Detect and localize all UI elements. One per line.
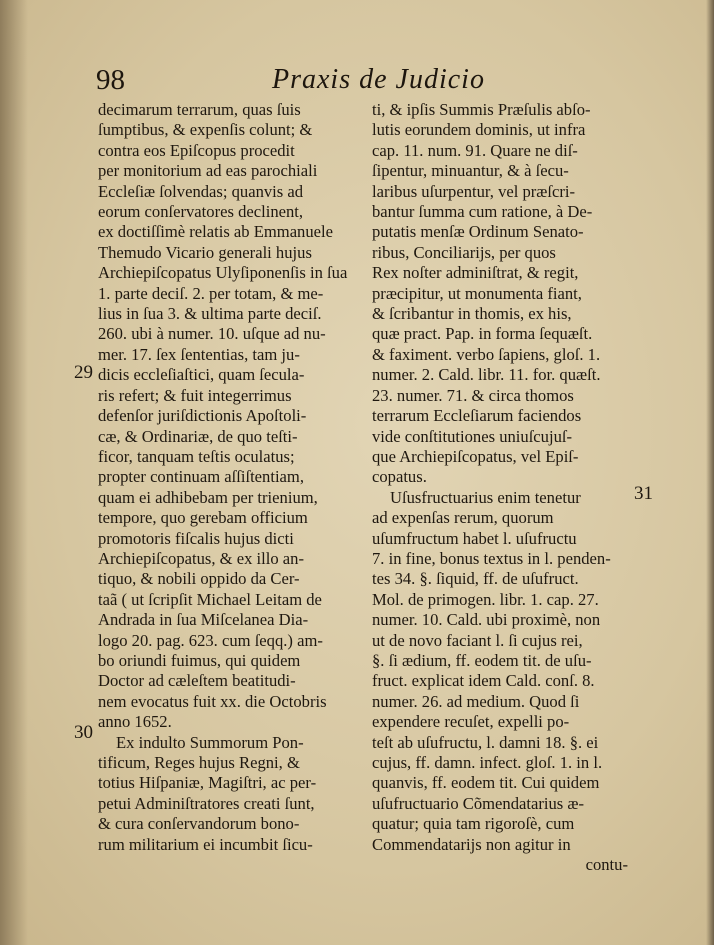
text-line: Andrada in ſua Miſcelanea Dia- [98,610,309,630]
text-line: bantur ſumma cum ratione, à De- [372,202,593,222]
text-line: Uſusfructuarius enim tenetur [390,487,581,507]
text-line: promotoris fiſcalis hujus dicti [98,528,294,548]
text-line: expendere recuſet, expelli po- [372,712,570,732]
text-line: cujus, ff. damn. infect. gloſ. 1. in l. [372,753,603,772]
page-number: 98 [96,64,125,96]
text-line: lutis eorundem dominis, ut infra [372,120,586,140]
text-line: quam ei adhibebam per trienium, [98,487,318,507]
text-line: per monitorium ad eas parochiali [98,161,318,181]
text-line: bo oriundi fuimus, qui quidem [98,650,301,670]
text-line: taã ( ut ſcripſit Michael Leitam de [98,589,322,609]
text-line: contra eos Epiſcopus procedit [98,140,295,160]
text-line: que Archiepiſcopatus, vel Epiſ- [372,446,579,466]
text-line: Archiepiſcopatus, & ex illo an- [98,548,304,568]
text-line: eorum conſervatores declinent, [98,202,304,222]
text-line: & ſcribantur in thomis, ex his, [372,304,572,324]
text-line: numer. 26. ad medium. Quod ſi [372,691,580,711]
text-line: præcipitur, ut monumenta fiant, [372,283,582,303]
page-edge-shadow [706,0,714,945]
gutter-shadow [0,0,28,945]
text-line: anno 1652. [98,712,172,732]
text-line: cap. 11. num. 91. Quare ne diſ- [372,140,578,160]
margin-number-31: 31 [634,483,653,504]
running-title: Praxis de Judicio [272,64,485,95]
text-line: decimarum terrarum, quas ſuis [98,100,301,119]
text-line: dicis eccleſiaſtici, quam ſecula- [98,365,305,385]
text-line: ſipentur, minuantur, & à ſecu- [372,161,569,181]
page-header [96,64,636,104]
text-line: numer. 10. Cald. ubi proximè, non [372,610,601,630]
text-line: putatis menſæ Ordinum Senato- [372,222,584,242]
text-line: ris refert; & fuit integerrimus [98,385,292,405]
text-line: tiquo, & nobili oppido da Cer- [98,569,300,589]
text-line: terrarum Eccleſiarum faciendos [372,406,582,426]
text-line: 7. in fine, bonus textus in l. penden- [372,548,611,568]
text-line: laribus uſurpentur, vel præſcri- [372,181,576,201]
text-line: teſt ab uſufructu, l. damni 18. §. ei [372,732,599,752]
text-line: uſufructuario Cõmendatarius æ- [372,793,584,813]
text-line: mer. 17. ſex ſententias, tam ju- [98,344,300,364]
text-line: Doctor ad cæleſtem beatitudi- [98,671,296,691]
text-line: numer. 2. Cald. libr. 11. for. quæſt. [372,365,601,385]
text-line: ad expenſas rerum, quorum [372,508,554,528]
text-line: & cura conſervandorum bono- [98,814,300,834]
text-line: ribus, Conciliarijs, per quos [372,242,556,262]
text-line: rum militarium ei incumbit ſicu- [98,834,313,854]
text-line: 1. parte deciſ. 2. per totam, & me- [98,283,324,303]
text-line: uſumfructum habet l. uſufructu [372,528,577,548]
text-line: cæ, & Ordinariæ, de quo teſti- [98,426,298,446]
text-line: vide conſtitutiones uniuſcujuſ- [372,426,573,446]
text-line: fruct. explicat idem Cald. conſ. 8. [372,671,595,691]
text-line: 260. ubi à numer. 10. uſque ad nu- [98,324,326,344]
catchword: contu- [585,855,628,875]
text-line: lius in ſua 3. & ultima parte deciſ. [98,304,322,324]
text-line: Ex indulto Summorum Pon- [116,732,304,752]
text-line: tificum, Reges hujus Regni, & [98,753,300,772]
text-line: tempore, quo gerebam officium [98,508,308,528]
left-text-column [98,100,368,855]
text-line: 23. numer. 71. & circa thomos [372,385,574,405]
text-line: copatus. [372,467,427,487]
text-line: Archiepiſcopatus Ulyſiponenſis in ſua [98,263,348,283]
text-line: ti, & ipſis Summis Præſulis abſo- [372,100,591,119]
margin-number-29: 29 [74,362,93,383]
text-line: quanvis, ff. eodem tit. Cui quidem [372,773,600,793]
text-line: nem evocatus fuit xx. die Octobris [98,691,327,711]
text-line: tes 34. §. ſiquid, ff. de uſufruct. [372,569,579,589]
text-line: quatur; quia tam rigoroſè, cum [372,814,575,834]
text-line: ſumptibus, & expenſis colunt; & [98,120,313,140]
text-line: Mol. de primogen. libr. 1. cap. 27. [372,589,599,609]
text-line: §. ſi ædium, ff. eodem tit. de uſu- [372,650,592,670]
margin-number-30: 30 [74,722,93,743]
text-line: propter continuam aſſiſtentiam, [98,467,304,487]
text-line: logo 20. pag. 623. cum ſeqq.) am- [98,630,323,650]
text-line: Eccleſiæ ſolvendas; quanvis ad [98,181,304,201]
text-line: totius Hiſpaniæ, Magiſtri, ac per- [98,773,317,793]
text-line: ut de novo faciant l. ſi cujus rei, [372,630,583,650]
text-line: petui Adminiſtratores creati ſunt, [98,793,315,813]
text-line: ex doctiſſimè relatis ab Emmanuele [98,222,333,242]
text-line: & faximent. verbo ſapiens, gloſ. 1. [372,344,601,364]
text-line: ficor, tanquam teſtis oculatus; [98,446,295,466]
text-line: Rex noſter adminiſtrat, & regit, [372,263,579,283]
text-line: Themudo Vicario generali hujus [98,242,312,262]
text-line: quæ pract. Pap. in forma ſequæſt. [372,324,593,344]
text-line: Commendatarijs non agitur in [372,834,571,854]
right-text-column [372,100,628,875]
text-line: defenſor juriſdictionis Apoſtoli- [98,406,307,426]
